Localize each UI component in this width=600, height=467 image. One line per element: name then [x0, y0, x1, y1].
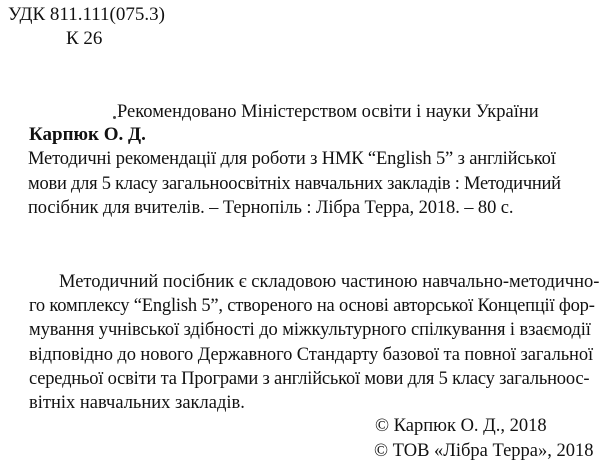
- annotation-line: Методичний посібник є складовою частиною навчально-методично-: [59, 272, 600, 292]
- annotation: [29, 270, 599, 415]
- print-speck: [113, 116, 116, 119]
- udk-code: УДК 811.111(075.3): [8, 4, 165, 25]
- ministry-recommendation: Рекомендовано Міністерством освіти і науки України: [117, 102, 539, 122]
- annotation-line: го комплексу “English 5”, створеного на основі авторської Концепції фор-: [29, 296, 595, 317]
- bbk-code: К 26: [66, 28, 103, 49]
- bibliographic-line: мови для 5 класу загальноосвітніх навчальних закладів : Методичний: [28, 173, 561, 194]
- annotation-line: вітніх навчальних закладів.: [29, 393, 245, 414]
- annotation-line: відповідно до нового Державного Стандарту базової та повної загальної: [29, 344, 594, 365]
- copyright-publisher: © ТОВ «Лібра Терра», 2018: [374, 441, 594, 461]
- author-name: Карпюк О. Д.: [29, 124, 146, 145]
- bibliographic-description: [28, 147, 561, 221]
- bibliographic-line: Методичні рекомендації для роботи з НМК “English 5” з англійської: [28, 149, 556, 169]
- bibliographic-line: посібник для вчителів. – Тернопіль : Лібра Терра, 2018. – 80 с.: [28, 198, 514, 218]
- copyright-author: © Карпюк О. Д., 2018: [375, 416, 547, 436]
- annotation-line: середньої освіти та Програми з англійської мови для 5 класу загальноос-: [29, 368, 590, 389]
- annotation-line: мування учнівської здібності до міжкультурного спілкування і взаємодії: [29, 320, 591, 341]
